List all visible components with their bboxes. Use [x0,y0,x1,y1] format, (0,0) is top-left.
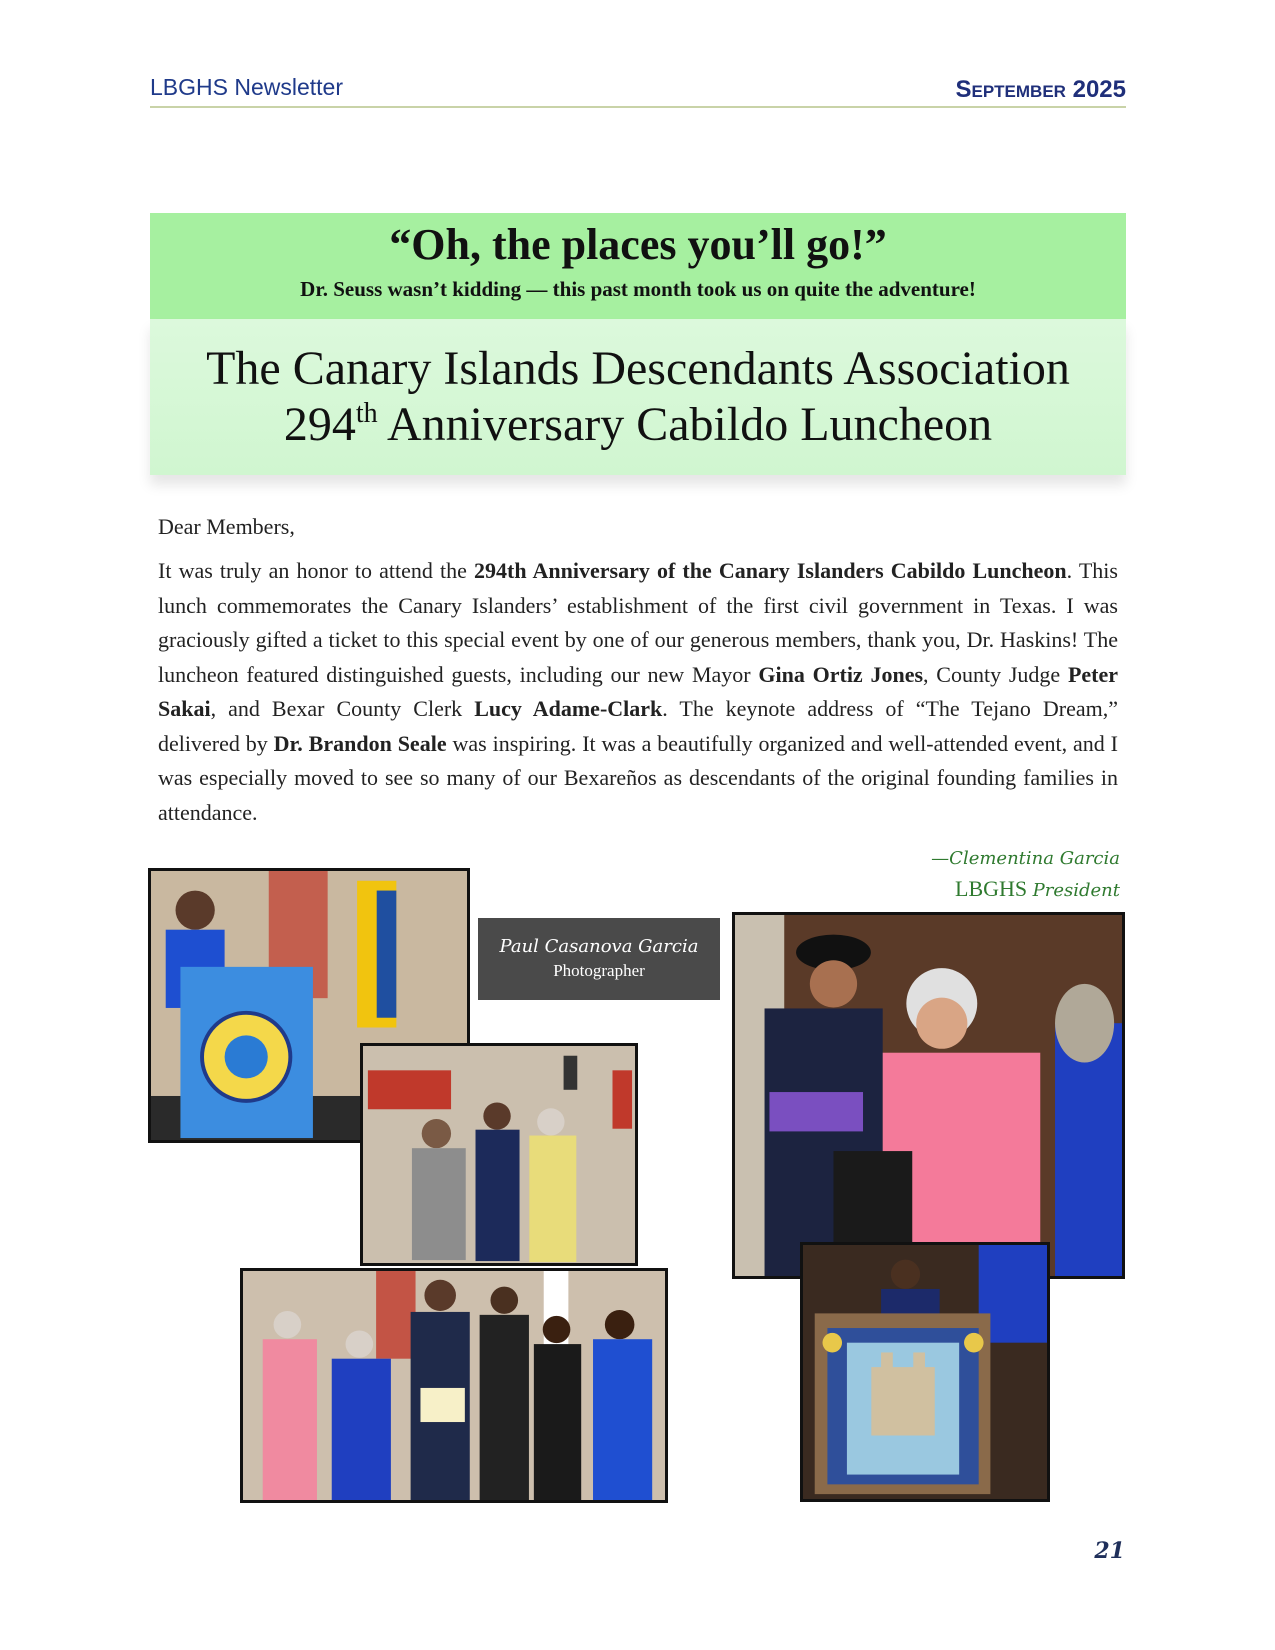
banner-heading-box [150,319,1126,475]
letter-emphasis: Lucy Adame-Clark [474,696,663,721]
header-date: September 2025 [955,76,1126,103]
photo-group-three [360,1043,638,1266]
header-title: LBGHS Newsletter [150,74,344,100]
signature-name: —Clementina Garcia [931,848,1120,869]
letter-greeting: Dear Members, [158,514,295,539]
letter-emphasis: Gina Ortiz Jones [758,661,924,687]
heading-line-2 [150,397,1126,453]
page-number: 21 [1094,1538,1125,1564]
photographer-name: Paul Casanova Garcia [499,936,699,957]
letter-emphasis: 294th Anniversary of the Canary Islanders Cabildo Luncheon [474,558,1067,583]
letter-paragraph [158,554,1118,830]
letter-body [158,510,1118,830]
photographer-title: Photographer [553,961,645,980]
letter-text: , and Bexar County Clerk [210,696,475,721]
photo-speaker-microphone [732,912,1125,1279]
banner-quote: “Oh, the places you’ll go!” [389,220,887,269]
photo-quilt [800,1242,1050,1502]
heading-rest: Anniversary Cabildo Luncheon [377,398,993,451]
banner-subtitle: Dr. Seuss wasn’t kidding — this past month took us on quite the adventure! [300,277,976,302]
signature-title [955,876,1120,902]
photographer-credit [478,918,720,1000]
letter-emphasis: Dr. Brandon Seale [273,730,447,756]
heading-ordinal: th [355,398,378,429]
letter-text: , County Judge [923,661,1068,687]
letter-emphasis: Peter Sakai [158,661,1118,721]
signature-org: LBGHS [955,876,1028,901]
banner-quote-box [150,213,1126,319]
heading-number: 294 [283,398,356,451]
letter-text: . This lunch commemorates the Canary Islanders’ establishment of the first civil government in Texas. I was graciously gifted a ticket to this special event by one of our generous members, thank you, Dr. Haskins! The luncheon featured distinguished guests, including our new Mayor [158,558,1118,687]
letter-text: . The keynote address of “The Tejano Dream,” delivered by [158,696,1119,756]
letter-text: was inspiring. It was a beautifully organized and well-attended event, and I was especially moved to see so many of our Bexareños as descendants of the original founding families in attendance. [158,730,1118,825]
photo-group-certificate [240,1268,668,1503]
signature-role: President [1032,880,1120,901]
heading-line-1: The Canary Islands Descendants Association [206,342,1070,395]
letter-text: It was truly an honor to attend the [158,558,475,583]
header-rule [150,106,1126,108]
